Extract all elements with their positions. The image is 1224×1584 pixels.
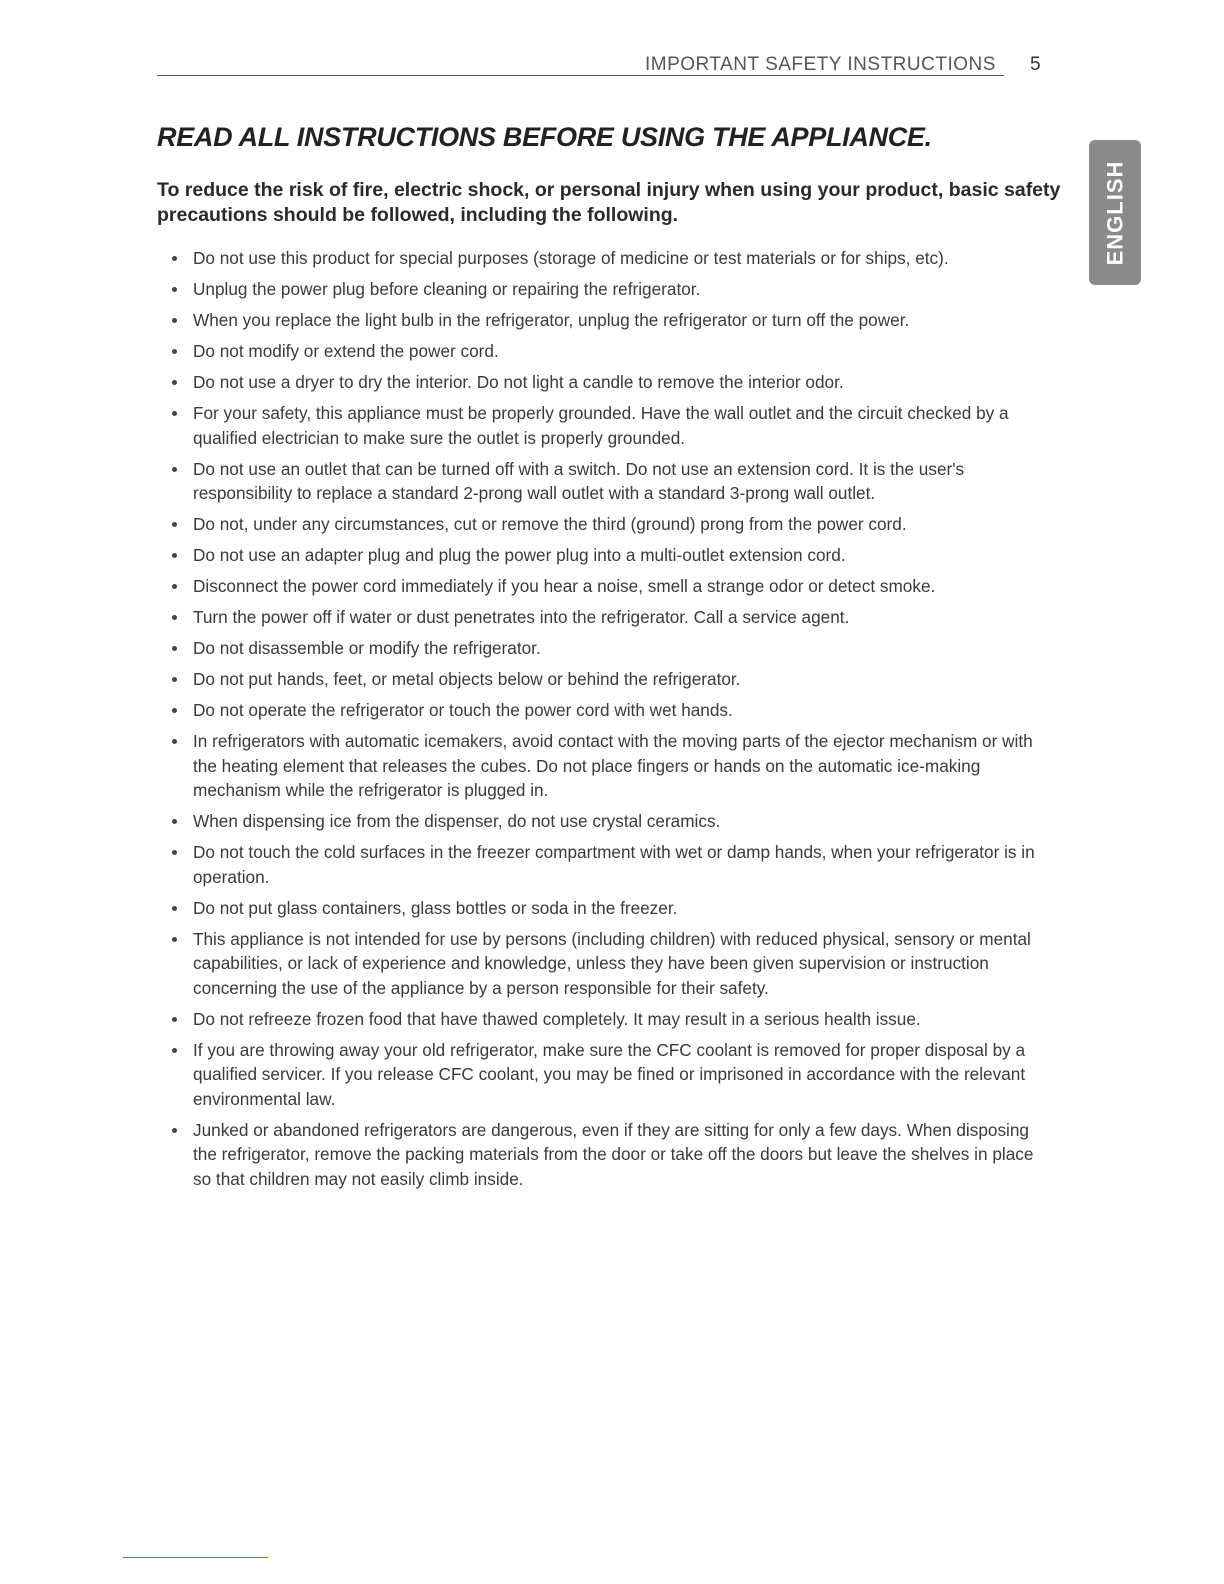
- page-number: 5: [1030, 54, 1041, 75]
- list-item: Do not operate the refrigerator or touch the power cord with wet hands.: [170, 698, 1040, 723]
- list-item: When you replace the light bulb in the refrigerator, unplug the refrigerator or turn off the power.: [170, 308, 1040, 333]
- list-item: Do not use a dryer to dry the interior. Do not light a candle to remove the interior odor.: [170, 370, 1040, 395]
- list-item: If you are throwing away your old refrigerator, make sure the CFC coolant is removed for proper disposal by a qualified servicer. If you release CFC coolant, you may be fined or imprisoned in accordance with the relevant environmental law.: [170, 1038, 1040, 1112]
- language-tab: [1089, 140, 1141, 285]
- list-item: Junked or abandoned refrigerators are dangerous, even if they are sitting for only a few days. When disposing the refrigerator, remove the packing materials from the door or take off the doors but leave the shelves in place so that children may not easily climb inside.: [170, 1118, 1040, 1192]
- running-header-title: IMPORTANT SAFETY INSTRUCTIONS: [645, 54, 996, 75]
- list-item: Do not, under any circumstances, cut or remove the third (ground) prong from the power cord.: [170, 512, 1040, 537]
- list-item: Do not modify or extend the power cord.: [170, 339, 1040, 364]
- footer-divider: [123, 1557, 268, 1558]
- list-item: When dispensing ice from the dispenser, do not use crystal ceramics.: [170, 809, 1040, 834]
- list-item: Do not disassemble or modify the refrigerator.: [170, 636, 1040, 661]
- intro-paragraph: To reduce the risk of fire, electric shock, or personal injury when using your product, basic safety precautions should be followed, including the following.: [157, 179, 1061, 226]
- list-item: Do not refreeze frozen food that have thawed completely. It may result in a serious health issue.: [170, 1007, 1040, 1032]
- list-item: Do not use an outlet that can be turned off with a switch. Do not use an extension cord. It is the user's responsibility to replace a standard 2-prong wall outlet with a standard 3-prong wall outlet.: [170, 457, 1040, 506]
- list-item: Do not touch the cold surfaces in the freezer compartment with wet or damp hands, when your refrigerator is in operation.: [170, 840, 1040, 889]
- safety-instruction-list: [170, 246, 1040, 1198]
- list-item: Turn the power off if water or dust penetrates into the refrigerator. Call a service agent.: [170, 605, 1040, 630]
- list-item: This appliance is not intended for use by persons (including children) with reduced physical, sensory or mental capabilities, or lack of experience and knowledge, unless they have been given supervision or instruction concerning the use of the appliance by a person responsible for their safety.: [170, 927, 1040, 1001]
- list-item: Disconnect the power cord immediately if you hear a noise, smell a strange odor or detect smoke.: [170, 574, 1040, 599]
- language-tab-label: ENGLISH: [1102, 160, 1128, 265]
- list-item: Do not put hands, feet, or metal objects below or behind the refrigerator.: [170, 667, 1040, 692]
- list-item: Do not put glass containers, glass bottles or soda in the freezer.: [170, 896, 1040, 921]
- list-item: In refrigerators with automatic icemakers, avoid contact with the moving parts of the ejector mechanism or with the heating element that releases the cubes. Do not place fingers or hands on the automatic ice-making mechanism while the refrigerator is plugged in.: [170, 729, 1040, 803]
- list-item: For your safety, this appliance must be properly grounded. Have the wall outlet and the circuit checked by a qualified electrician to make sure the outlet is properly grounded.: [170, 401, 1040, 450]
- header-divider: [157, 75, 1004, 76]
- page-heading: READ ALL INSTRUCTIONS BEFORE USING THE APPLIANCE.: [157, 122, 932, 152]
- list-item: Unplug the power plug before cleaning or repairing the refrigerator.: [170, 277, 1040, 302]
- list-item: Do not use this product for special purposes (storage of medicine or test materials or for ships, etc).: [170, 246, 1040, 271]
- list-item: Do not use an adapter plug and plug the power plug into a multi-outlet extension cord.: [170, 543, 1040, 568]
